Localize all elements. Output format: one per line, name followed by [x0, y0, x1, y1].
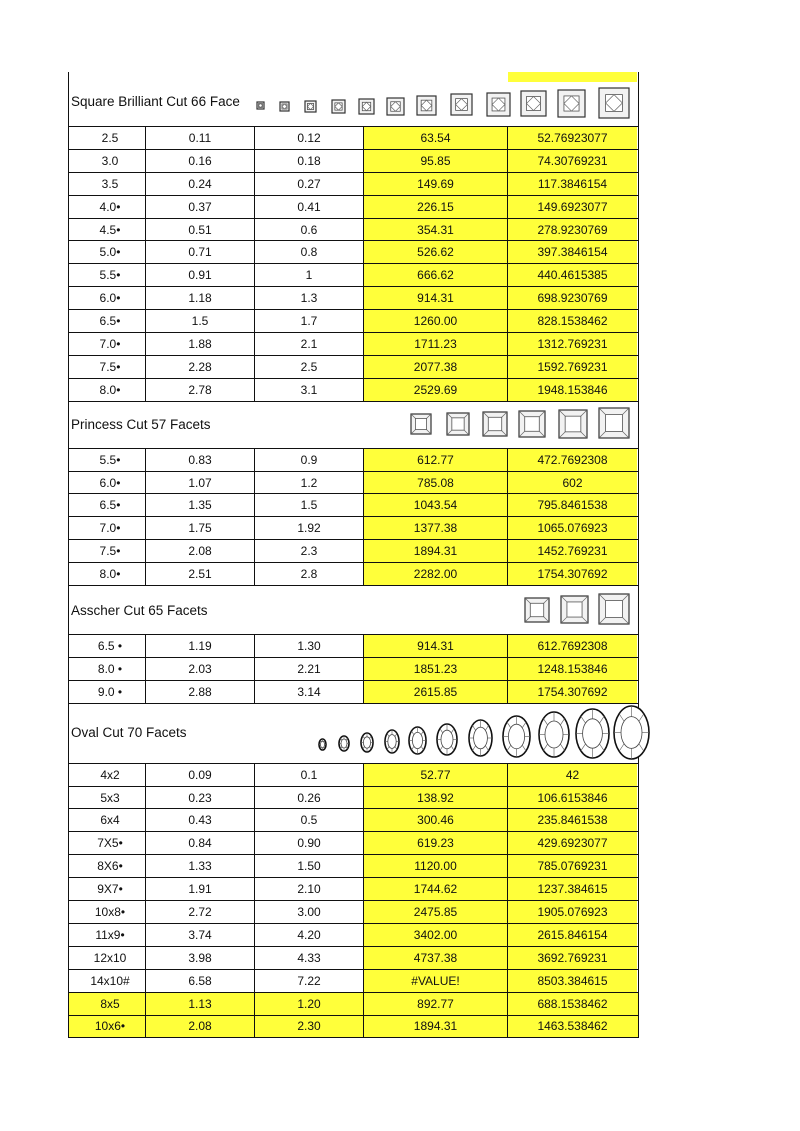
- weight-alt-cell: 2.8: [255, 563, 364, 585]
- weight-alt-cell: 0.5: [255, 809, 364, 831]
- weight-alt-cell: 0.26: [255, 787, 364, 809]
- cut-icons: [69, 72, 640, 127]
- square-brilliant-icon: [599, 88, 629, 118]
- table-row: [68, 333, 639, 356]
- weight-alt-cell: 4.33: [255, 947, 364, 969]
- price-cell: 1744.62: [364, 878, 508, 900]
- price-cell: 612.77: [364, 449, 508, 471]
- price-alt-cell: 602: [508, 472, 637, 494]
- square-brilliant-icon: [451, 94, 472, 115]
- price-cell: 138.92: [364, 787, 508, 809]
- size-cell: 6x4: [69, 809, 146, 831]
- weight-cell: 0.84: [146, 832, 255, 854]
- weight-cell: 1.07: [146, 472, 255, 494]
- price-cell: 95.85: [364, 150, 508, 172]
- weight-alt-cell: 0.90: [255, 832, 364, 854]
- oval-cut-icon: [469, 720, 492, 756]
- price-alt-cell: 42: [508, 764, 637, 786]
- princess-cut-icon: [447, 413, 469, 435]
- section-header: [68, 586, 639, 635]
- table-row: [68, 787, 639, 810]
- weight-cell: 2.08: [146, 1016, 255, 1038]
- weight-alt-cell: 1.5: [255, 494, 364, 516]
- weight-alt-cell: 1.92: [255, 517, 364, 539]
- weight-alt-cell: 1.7: [255, 310, 364, 332]
- weight-alt-cell: 3.14: [255, 681, 364, 703]
- table-row: [68, 173, 639, 196]
- weight-cell: 0.16: [146, 150, 255, 172]
- square-brilliant-icon: [487, 93, 510, 116]
- table-row: [68, 472, 639, 495]
- section-title: Asscher Cut 65 Facets: [71, 603, 208, 619]
- price-cell: 785.08: [364, 472, 508, 494]
- size-cell: 4.5•: [69, 219, 146, 241]
- weight-cell: 0.83: [146, 449, 255, 471]
- price-cell: 619.23: [364, 832, 508, 854]
- table-row: [68, 563, 639, 586]
- weight-cell: 2.03: [146, 658, 255, 680]
- size-cell: 4.0•: [69, 196, 146, 218]
- price-alt-cell: 8503.384615: [508, 970, 637, 992]
- table-row: [68, 635, 639, 658]
- price-alt-cell: 1312.769231: [508, 333, 637, 355]
- weight-cell: 1.88: [146, 333, 255, 355]
- price-cell: 354.31: [364, 219, 508, 241]
- price-alt-cell: 1065.076923: [508, 517, 637, 539]
- price-alt-cell: 1905.076923: [508, 901, 637, 923]
- table-row: [68, 993, 639, 1016]
- weight-cell: 0.23: [146, 787, 255, 809]
- weight-cell: 0.43: [146, 809, 255, 831]
- weight-alt-cell: 0.12: [255, 127, 364, 149]
- weight-alt-cell: 1.3: [255, 287, 364, 309]
- price-alt-cell: 117.3846154: [508, 173, 637, 195]
- weight-alt-cell: 2.10: [255, 878, 364, 900]
- weight-alt-cell: 2.3: [255, 540, 364, 562]
- weight-cell: 6.58: [146, 970, 255, 992]
- price-alt-cell: 52.76923077: [508, 127, 637, 149]
- price-cell: 1043.54: [364, 494, 508, 516]
- weight-alt-cell: 0.18: [255, 150, 364, 172]
- section-header: [68, 704, 639, 764]
- section-title: Princess Cut 57 Facets: [71, 416, 211, 432]
- table-row: [68, 970, 639, 993]
- section-header: [68, 402, 639, 449]
- weight-alt-cell: 1.2: [255, 472, 364, 494]
- square-brilliant-icon: [359, 99, 374, 114]
- table-row: [68, 924, 639, 947]
- size-cell: 9X7•: [69, 878, 146, 900]
- weight-cell: 0.24: [146, 173, 255, 195]
- table-row: [68, 127, 639, 150]
- price-cell: 2475.85: [364, 901, 508, 923]
- price-cell: 892.77: [364, 993, 508, 1015]
- size-cell: 5.5•: [69, 449, 146, 471]
- table-row: [68, 310, 639, 333]
- price-cell: 914.31: [364, 287, 508, 309]
- square-brilliant-icon: [280, 102, 289, 111]
- price-cell: 149.69: [364, 173, 508, 195]
- weight-alt-cell: 0.41: [255, 196, 364, 218]
- price-cell: 1894.31: [364, 1016, 508, 1038]
- oval-cut-icon: [539, 712, 569, 757]
- weight-alt-cell: 1.50: [255, 855, 364, 877]
- price-alt-cell: 688.1538462: [508, 993, 637, 1015]
- table-row: [68, 219, 639, 242]
- price-cell: 63.54: [364, 127, 508, 149]
- price-alt-cell: 1948.153846: [508, 379, 637, 401]
- weight-alt-cell: 3.1: [255, 379, 364, 401]
- section-header: [68, 72, 639, 127]
- oval-cut-icon: [503, 716, 530, 757]
- table-row: [68, 809, 639, 832]
- price-cell: 1120.00: [364, 855, 508, 877]
- princess-cut-icon: [599, 408, 629, 438]
- weight-alt-cell: 1: [255, 264, 364, 286]
- weight-alt-cell: 2.5: [255, 356, 364, 378]
- princess-cut-icon: [559, 410, 587, 438]
- weight-cell: 2.78: [146, 379, 255, 401]
- price-alt-cell: 1754.307692: [508, 681, 637, 703]
- table-row: [68, 287, 639, 310]
- size-cell: 6.5 •: [69, 635, 146, 657]
- size-cell: 7.0•: [69, 517, 146, 539]
- size-cell: 9.0 •: [69, 681, 146, 703]
- weight-cell: 2.88: [146, 681, 255, 703]
- weight-cell: 3.74: [146, 924, 255, 946]
- price-cell: 2615.85: [364, 681, 508, 703]
- weight-cell: 1.19: [146, 635, 255, 657]
- price-cell: 4737.38: [364, 947, 508, 969]
- price-alt-cell: 2615.846154: [508, 924, 637, 946]
- size-cell: 10x8•: [69, 901, 146, 923]
- price-alt-cell: 278.9230769: [508, 219, 637, 241]
- oval-cut-icon: [576, 709, 609, 758]
- size-cell: 6.5•: [69, 310, 146, 332]
- price-cell: 526.62: [364, 241, 508, 263]
- price-alt-cell: 74.30769231: [508, 150, 637, 172]
- price-alt-cell: 1592.769231: [508, 356, 637, 378]
- oval-cut-icon: [339, 736, 349, 751]
- table-row: [68, 855, 639, 878]
- weight-cell: 0.51: [146, 219, 255, 241]
- weight-cell: 0.37: [146, 196, 255, 218]
- weight-cell: 1.5: [146, 310, 255, 332]
- price-cell: 2529.69: [364, 379, 508, 401]
- table-row: [68, 264, 639, 287]
- weight-alt-cell: 2.21: [255, 658, 364, 680]
- gem-size-table: [68, 72, 639, 1038]
- table-row: [68, 517, 639, 540]
- weight-cell: 2.72: [146, 901, 255, 923]
- price-alt-cell: 149.6923077: [508, 196, 637, 218]
- weight-alt-cell: 7.22: [255, 970, 364, 992]
- table-row: [68, 878, 639, 901]
- size-cell: 8.0•: [69, 379, 146, 401]
- price-alt-cell: 795.8461538: [508, 494, 637, 516]
- weight-cell: 2.28: [146, 356, 255, 378]
- section-title: Square Brilliant Cut 66 Face: [71, 94, 240, 109]
- princess-cut-icon: [519, 411, 545, 437]
- price-cell: 2282.00: [364, 563, 508, 585]
- price-alt-cell: 472.7692308: [508, 449, 637, 471]
- weight-cell: 1.18: [146, 287, 255, 309]
- size-cell: 7X5•: [69, 832, 146, 854]
- weight-alt-cell: 0.9: [255, 449, 364, 471]
- square-brilliant-icon: [417, 96, 436, 115]
- price-alt-cell: 397.3846154: [508, 241, 637, 263]
- weight-cell: 1.91: [146, 878, 255, 900]
- price-alt-cell: 106.6153846: [508, 787, 637, 809]
- size-cell: 7.5•: [69, 356, 146, 378]
- price-alt-cell: 698.9230769: [508, 287, 637, 309]
- size-cell: 7.5•: [69, 540, 146, 562]
- table-row: [68, 1016, 639, 1039]
- princess-cut-icon: [483, 412, 507, 436]
- weight-cell: 1.13: [146, 993, 255, 1015]
- weight-cell: 0.91: [146, 264, 255, 286]
- table-row: [68, 832, 639, 855]
- size-cell: 11x9•: [69, 924, 146, 946]
- square-brilliant-icon: [558, 90, 585, 117]
- price-alt-cell: 612.7692308: [508, 635, 637, 657]
- weight-alt-cell: 0.8: [255, 241, 364, 263]
- price-alt-cell: 785.0769231: [508, 855, 637, 877]
- oval-cut-icon: [319, 739, 326, 750]
- oval-cut-icon: [437, 724, 457, 755]
- table-row: [68, 356, 639, 379]
- weight-cell: 2.51: [146, 563, 255, 585]
- size-cell: 6.5•: [69, 494, 146, 516]
- weight-alt-cell: 0.27: [255, 173, 364, 195]
- size-cell: 2.5: [69, 127, 146, 149]
- oval-cut-icon: [385, 730, 399, 753]
- price-cell: 52.77: [364, 764, 508, 786]
- square-brilliant-icon: [257, 102, 264, 109]
- asscher-cut-icon: [599, 594, 629, 624]
- table-row: [68, 764, 639, 787]
- price-cell: 1894.31: [364, 540, 508, 562]
- price-alt-cell: 429.6923077: [508, 832, 637, 854]
- weight-alt-cell: 1.30: [255, 635, 364, 657]
- cut-icons: [69, 704, 640, 764]
- table-row: [68, 681, 639, 704]
- price-cell: 914.31: [364, 635, 508, 657]
- size-cell: 5.0•: [69, 241, 146, 263]
- section-title: Oval Cut 70 Facets: [71, 724, 187, 740]
- size-cell: 8.0•: [69, 563, 146, 585]
- oval-cut-icon: [614, 706, 649, 759]
- table-row: [68, 150, 639, 173]
- size-cell: 5x3: [69, 787, 146, 809]
- size-cell: 6.0•: [69, 472, 146, 494]
- weight-alt-cell: 3.00: [255, 901, 364, 923]
- weight-cell: 1.35: [146, 494, 255, 516]
- weight-cell: 0.71: [146, 241, 255, 263]
- weight-cell: 0.11: [146, 127, 255, 149]
- size-cell: 8X6•: [69, 855, 146, 877]
- price-cell: 3402.00: [364, 924, 508, 946]
- weight-alt-cell: 1.20: [255, 993, 364, 1015]
- oval-cut-icon: [361, 733, 373, 752]
- size-cell: 14x10#: [69, 970, 146, 992]
- price-alt-cell: 1248.153846: [508, 658, 637, 680]
- price-cell: 300.46: [364, 809, 508, 831]
- price-alt-cell: 828.1538462: [508, 310, 637, 332]
- asscher-cut-icon: [561, 596, 588, 623]
- size-cell: 10x6•: [69, 1016, 146, 1038]
- price-cell: 2077.38: [364, 356, 508, 378]
- weight-cell: 3.98: [146, 947, 255, 969]
- size-cell: 3.0: [69, 150, 146, 172]
- price-alt-cell: 235.8461538: [508, 809, 637, 831]
- size-cell: 4x2: [69, 764, 146, 786]
- size-cell: 7.0•: [69, 333, 146, 355]
- weight-alt-cell: 4.20: [255, 924, 364, 946]
- table-row: [68, 947, 639, 970]
- price-cell: #VALUE!: [364, 970, 508, 992]
- table-row: [68, 494, 639, 517]
- table-row: [68, 540, 639, 563]
- table-row: [68, 449, 639, 472]
- price-alt-cell: 1452.769231: [508, 540, 637, 562]
- cut-icons: [69, 402, 640, 449]
- price-alt-cell: 1237.384615: [508, 878, 637, 900]
- asscher-cut-icon: [525, 598, 549, 622]
- price-cell: 1851.23: [364, 658, 508, 680]
- table-row: [68, 241, 639, 264]
- price-cell: 1711.23: [364, 333, 508, 355]
- size-cell: 12x10: [69, 947, 146, 969]
- weight-alt-cell: 2.1: [255, 333, 364, 355]
- size-cell: 3.5: [69, 173, 146, 195]
- size-cell: 8x5: [69, 993, 146, 1015]
- square-brilliant-icon: [521, 91, 546, 116]
- price-alt-cell: 3692.769231: [508, 947, 637, 969]
- price-cell: 1377.38: [364, 517, 508, 539]
- table-row: [68, 901, 639, 924]
- size-cell: 6.0•: [69, 287, 146, 309]
- size-cell: 8.0 •: [69, 658, 146, 680]
- cut-icons: [69, 586, 640, 635]
- size-cell: 5.5•: [69, 264, 146, 286]
- weight-cell: 1.75: [146, 517, 255, 539]
- price-cell: 666.62: [364, 264, 508, 286]
- square-brilliant-icon: [332, 100, 345, 113]
- weight-alt-cell: 2.30: [255, 1016, 364, 1038]
- weight-cell: 2.08: [146, 540, 255, 562]
- price-alt-cell: 440.4615385: [508, 264, 637, 286]
- price-alt-cell: 1463.538462: [508, 1016, 637, 1038]
- princess-cut-icon: [411, 414, 431, 434]
- table-row: [68, 658, 639, 681]
- weight-alt-cell: 0.1: [255, 764, 364, 786]
- table-row: [68, 379, 639, 402]
- weight-alt-cell: 0.6: [255, 219, 364, 241]
- square-brilliant-icon: [387, 98, 404, 115]
- weight-cell: 0.09: [146, 764, 255, 786]
- price-alt-cell: 1754.307692: [508, 563, 637, 585]
- square-brilliant-icon: [305, 101, 316, 112]
- oval-cut-icon: [409, 727, 426, 754]
- table-row: [68, 196, 639, 219]
- price-cell: 1260.00: [364, 310, 508, 332]
- weight-cell: 1.33: [146, 855, 255, 877]
- price-cell: 226.15: [364, 196, 508, 218]
